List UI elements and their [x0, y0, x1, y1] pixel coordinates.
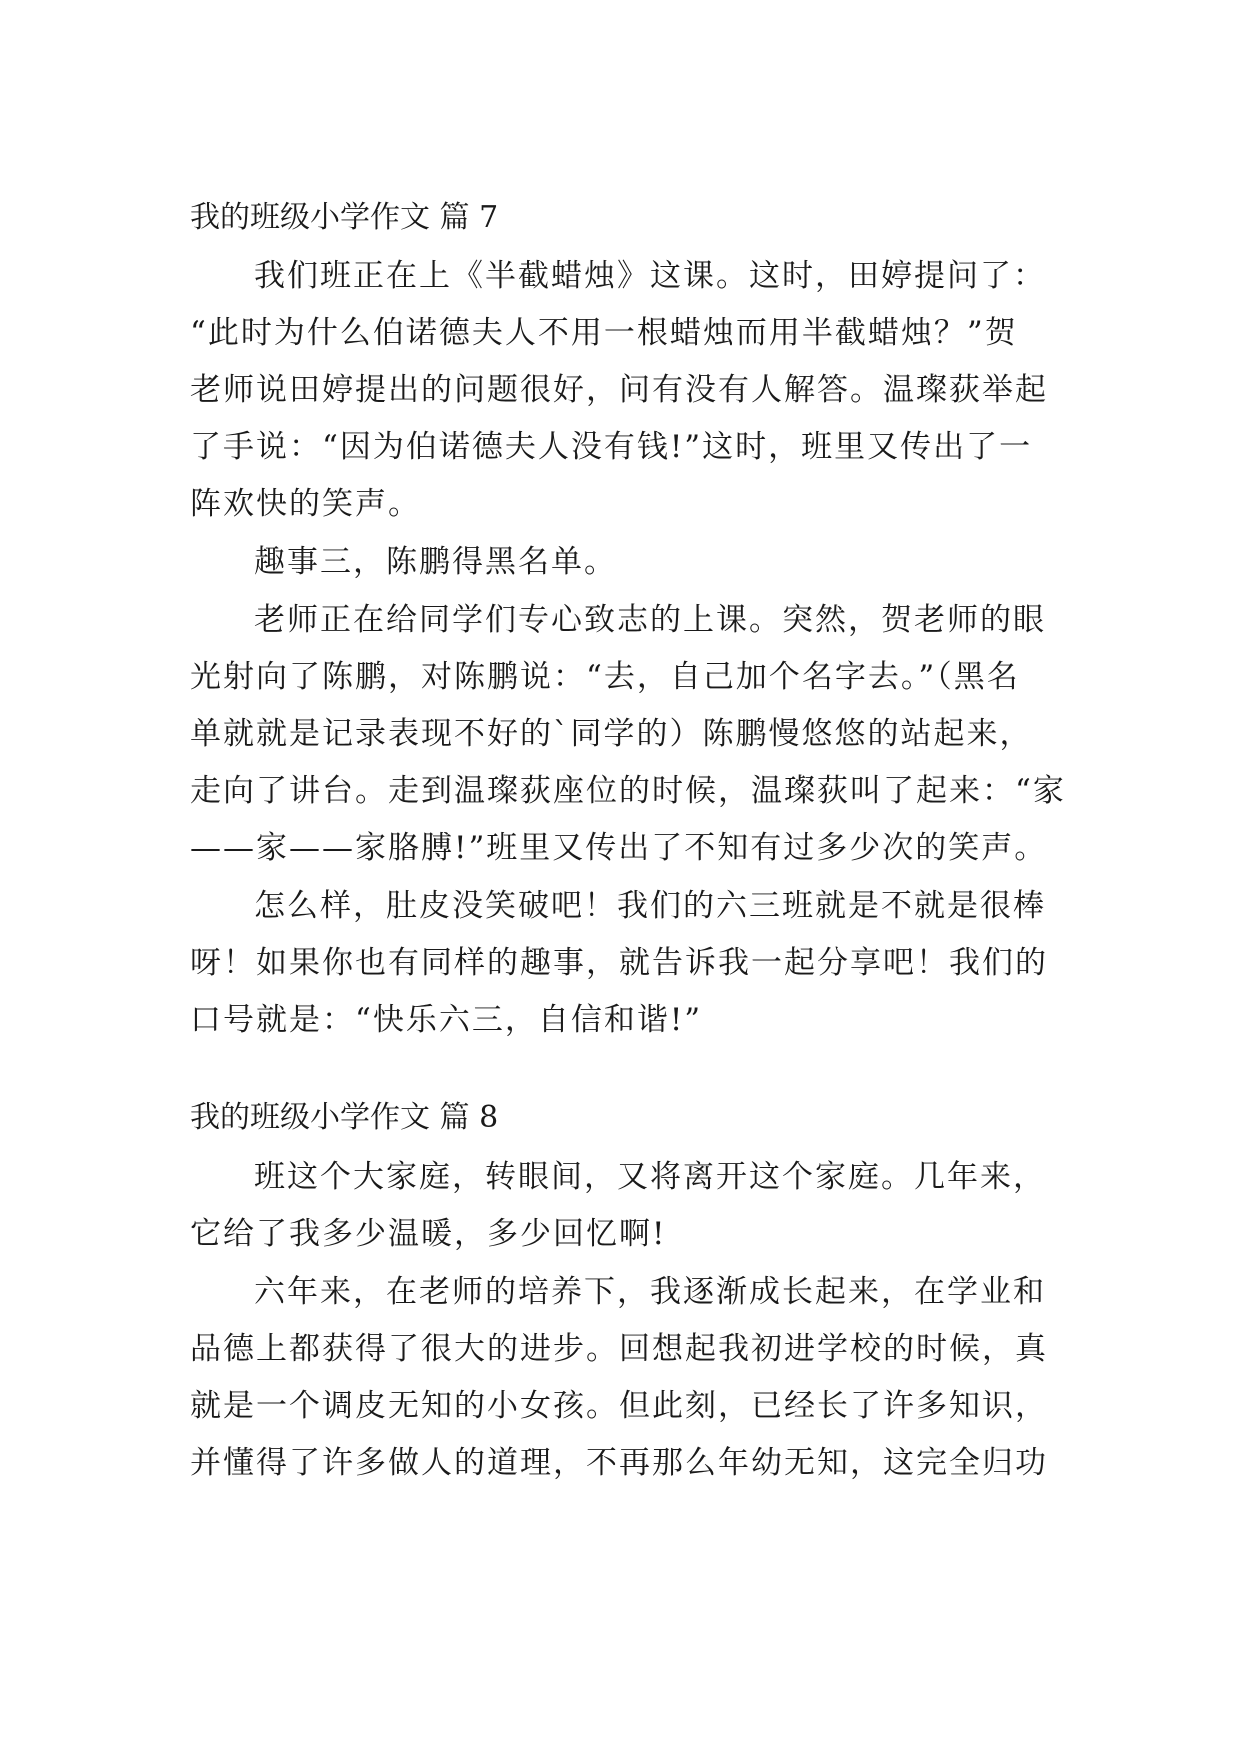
paragraph-line: 并懂得了许多做人的道理，不再那么年幼无知，这完全归功 — [190, 1445, 1048, 1481]
section-title: 我的班级小学作文 篇 7 — [190, 200, 499, 235]
paragraph-line: 老师说田婷提出的问题很好，问有没有人解答。温璨荻举起 — [190, 372, 1048, 408]
paragraph-line: “此时为什么伯诺德夫人不用一根蜡烛而用半截蜡烛？”贺 — [190, 315, 1018, 351]
paragraph-line: 六年来，在老师的培养下，我逐渐成长起来，在学业和 — [254, 1274, 1046, 1310]
paragraph-line: 班这个大家庭，转眼间，又将离开这个家庭。几年来， — [254, 1159, 1046, 1195]
paragraph-line: 口号就是：“快乐六三，自信和谐!” — [190, 1002, 703, 1038]
paragraph-line: 我们班正在上《半截蜡烛》这课。这时，田婷提问了： — [254, 258, 1046, 294]
paragraph-line: 老师正在给同学们专心致志的上课。突然，贺老师的眼 — [254, 602, 1046, 638]
section-title: 我的班级小学作文 篇 8 — [190, 1100, 499, 1135]
paragraph-line: 品德上都获得了很大的进步。回想起我初进学校的时候，真 — [190, 1331, 1048, 1367]
paragraph-line: 呀！如果你也有同样的趣事，就告诉我一起分享吧！我们的 — [190, 945, 1048, 981]
paragraph-line: 了手说：“因为伯诺德夫人没有钱!”这时，班里又传出了一 — [190, 429, 1033, 465]
paragraph-line: 怎么样，肚皮没笑破吧！我们的六三班就是不就是很棒 — [254, 888, 1046, 924]
paragraph-line: 光射向了陈鹏，对陈鹏说：“去，自己加个名字去。”（黑名 — [190, 659, 1020, 695]
paragraph-line: 单就就是记录表现不好的`同学的）陈鹏慢悠悠的站起来， — [190, 716, 1033, 752]
paragraph-line: 阵欢快的笑声。 — [190, 486, 421, 522]
paragraph-line: 趣事三，陈鹏得黑名单。 — [254, 544, 617, 580]
paragraph-line: 它给了我多少温暖，多少回忆啊! — [190, 1216, 667, 1252]
paragraph-line: 就是一个调皮无知的小女孩。但此刻，已经长了许多知识， — [190, 1388, 1048, 1424]
paragraph-line: ——家——家胳膊!”班里又传出了不知有过多少次的笑声。 — [190, 830, 1048, 866]
paragraph-line: 走向了讲台。走到温璨荻座位的时候，温璨荻叫了起来：“家 — [190, 773, 1066, 809]
